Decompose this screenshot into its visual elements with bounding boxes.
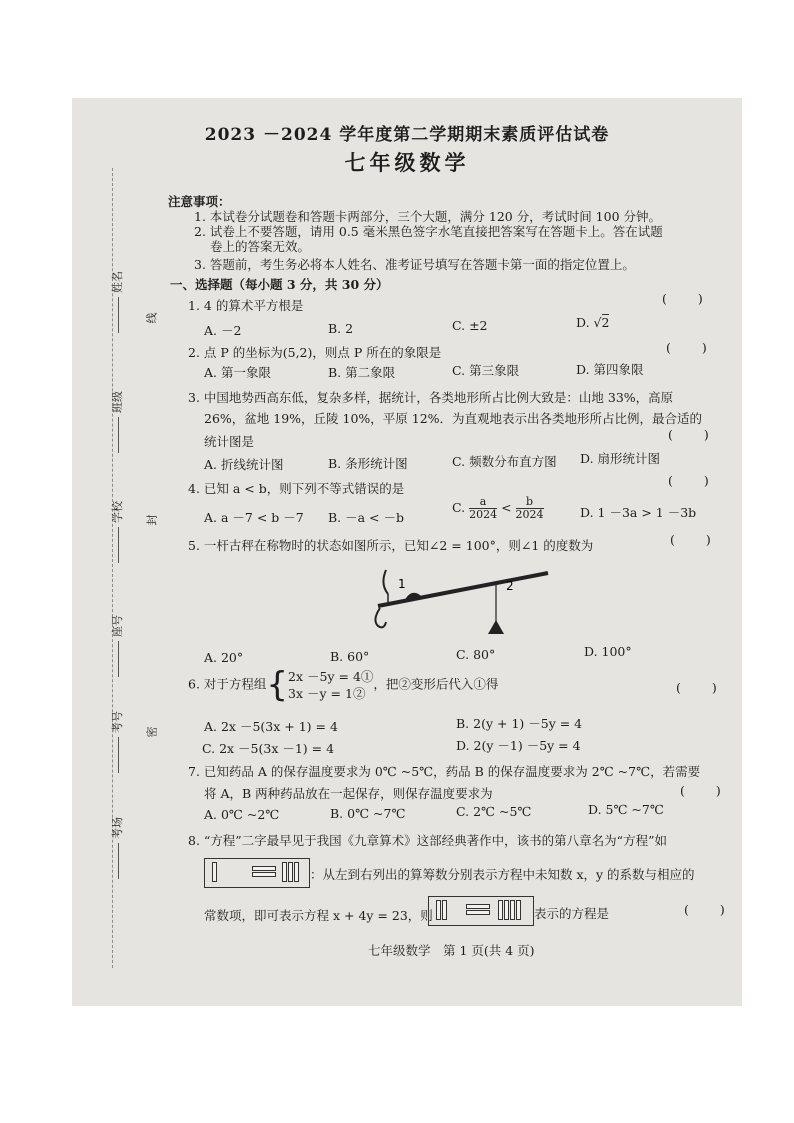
- q5-stem: 5. 一杆古秤在称物时的状态如图所示，已知∠2 = 100°，则∠1 的度数为: [188, 538, 594, 553]
- q3-option-a: A. 折线统计图: [204, 457, 284, 472]
- q1-option-c: C. ±2: [452, 318, 488, 333]
- q8-line-2: ：从左到右列出的算筹数分别表示方程中未知数 x，y 的系数与相应的: [310, 867, 695, 882]
- q2-stem: 2. 点 P 的坐标为(5,2)，则点 P 所在的象限是: [188, 345, 442, 360]
- q6-answer-paren: ( ): [676, 680, 719, 695]
- q3-answer-paren: ( ): [668, 427, 711, 442]
- q1-stem: 1. 4 的算术平方根是: [188, 298, 304, 313]
- q7-line-2: 将 A，B 两种药品放在一起保存，则保存温度要求为: [204, 786, 493, 801]
- q1-option-b: B. 2: [328, 321, 354, 336]
- q7-option-d: D. 5℃ ~7℃: [588, 802, 664, 817]
- seal-mark-line: 线: [145, 312, 159, 324]
- q1-option-a: A. －2: [204, 323, 242, 338]
- q8-line-3-prefix: 常数项，即可表示方程 x + 4y = 23，则: [204, 908, 433, 923]
- q1-option-d: D. √2: [576, 315, 610, 330]
- q1-answer-paren: ( ): [662, 291, 705, 306]
- q2-option-a: A. 第一象限: [204, 365, 271, 380]
- q3-option-c: C. 频数分布直方图: [452, 454, 557, 469]
- field-school: 学校: [109, 501, 125, 563]
- field-exam-room: 考场: [109, 817, 125, 879]
- q5-option-b: B. 60°: [330, 649, 370, 664]
- q5-option-d: D. 100°: [584, 644, 632, 659]
- q4-option-c: C. $\frac{a}{2024}$ < $\frac{b}{2024}$: [452, 495, 544, 521]
- q6-stem: 6. 对于方程组{2x －5y = 4① 3x －y = 1②，把②变形后代入①得: [188, 665, 499, 705]
- q3-option-d: D. 扇形统计图: [580, 451, 661, 466]
- field-class: 班级: [109, 391, 125, 453]
- q5-option-a: A. 20°: [204, 650, 244, 665]
- notes-heading: 注意事项：: [168, 194, 231, 209]
- q4-option-d: D. 1 －3a > 1 －3b: [580, 505, 697, 520]
- q2-option-b: B. 第二象限: [328, 365, 396, 380]
- field-seat: 座号: [109, 615, 125, 677]
- q7-line-1: 7. 已知药品 A 的保存温度要求为 0℃ ~5℃，药品 B 的保存温度要求为 2℃ ~7℃，若需要: [188, 764, 701, 779]
- exam-title: 2023 －2024 学年度第二学期期末素质评估试卷: [204, 125, 610, 145]
- q7-option-a: A. 0℃ ~2℃: [204, 807, 280, 822]
- field-exam-number: 考号: [109, 711, 125, 773]
- q2-option-c: C. 第三象限: [452, 363, 520, 378]
- q8-line-1: 8. “方程”二字最早见于我国《九章算术》这部经典著作中，该书的第八章名为“方程”如: [188, 833, 667, 848]
- q6-option-c: C. 2x －5(3x －1) = 4: [202, 741, 335, 756]
- exam-subtitle: 七年级数学: [344, 150, 470, 175]
- seal-mark-seal: 封: [145, 514, 159, 526]
- q2-answer-paren: ( ): [666, 340, 709, 355]
- q3-line-2: 26%，盆地 19%，丘陵 10%，平原 12%．为直观地表示出各类地形所占比例，最合适的: [204, 411, 703, 426]
- note-2: 2. 试卷上不要答题，请用 0.5 毫米黑色签字水笔直接把答案写在答题卡上。答在试题: [194, 224, 663, 239]
- q7-option-b: B. 0℃ ~7℃: [330, 806, 406, 821]
- note-1: 1. 本试卷分试题卷和答题卡两部分，三个大题，满分 120 分，考试时间 100 分钟。: [194, 209, 662, 224]
- q8-answer-paren: ( ): [684, 902, 727, 917]
- q3-option-b: B. 条形统计图: [328, 456, 408, 471]
- q3-line-1: 3. 中国地势西高东低，复杂多样，据统计，各类地形所占比例大致是：山地 33%，高原: [188, 390, 674, 405]
- q6-option-a: A. 2x －5(3x + 1) = 4: [204, 719, 338, 734]
- q7-answer-paren: ( ): [680, 783, 723, 798]
- q8-line-3-suffix: 表示的方程是: [534, 906, 610, 921]
- q5-option-c: C. 80°: [456, 647, 496, 662]
- q4-option-a: A. a －7 < b －7: [204, 510, 304, 525]
- q3-line-3: 统计图是: [204, 434, 255, 449]
- note-3: 3. 答题前，考生务必将本人姓名、准考证号填写在答题卡第一面的指定位置上。: [194, 257, 635, 272]
- section-heading: 一、选择题（每小题 3 分，共 30 分）: [170, 277, 389, 292]
- q4-option-b: B. －a < －b: [328, 510, 405, 525]
- q5-answer-paren: ( ): [670, 532, 713, 547]
- angle-2-label: 2: [506, 579, 514, 593]
- angle-1-label: 1: [398, 577, 406, 591]
- q4-stem: 4. 已知 a < b，则下列不等式错误的是: [188, 481, 405, 496]
- note-2-cont: 卷上的答案无效。: [210, 239, 311, 254]
- q7-option-c: C. 2℃ ~5℃: [456, 804, 532, 819]
- q2-option-d: D. 第四象限: [576, 362, 644, 377]
- q6-option-b: B. 2(y + 1) －5y = 4: [456, 716, 583, 731]
- exam-sheet: [72, 98, 742, 1006]
- q6-option-d: D. 2(y －1) －5y = 4: [456, 738, 581, 753]
- q4-answer-paren: ( ): [668, 473, 711, 488]
- steelyard-figure: [368, 560, 558, 640]
- page-footer: 七年级数学 第 1 页(共 4 页): [368, 943, 535, 958]
- seal-mark-secret: 密: [145, 726, 159, 738]
- field-name: 姓名: [109, 271, 125, 333]
